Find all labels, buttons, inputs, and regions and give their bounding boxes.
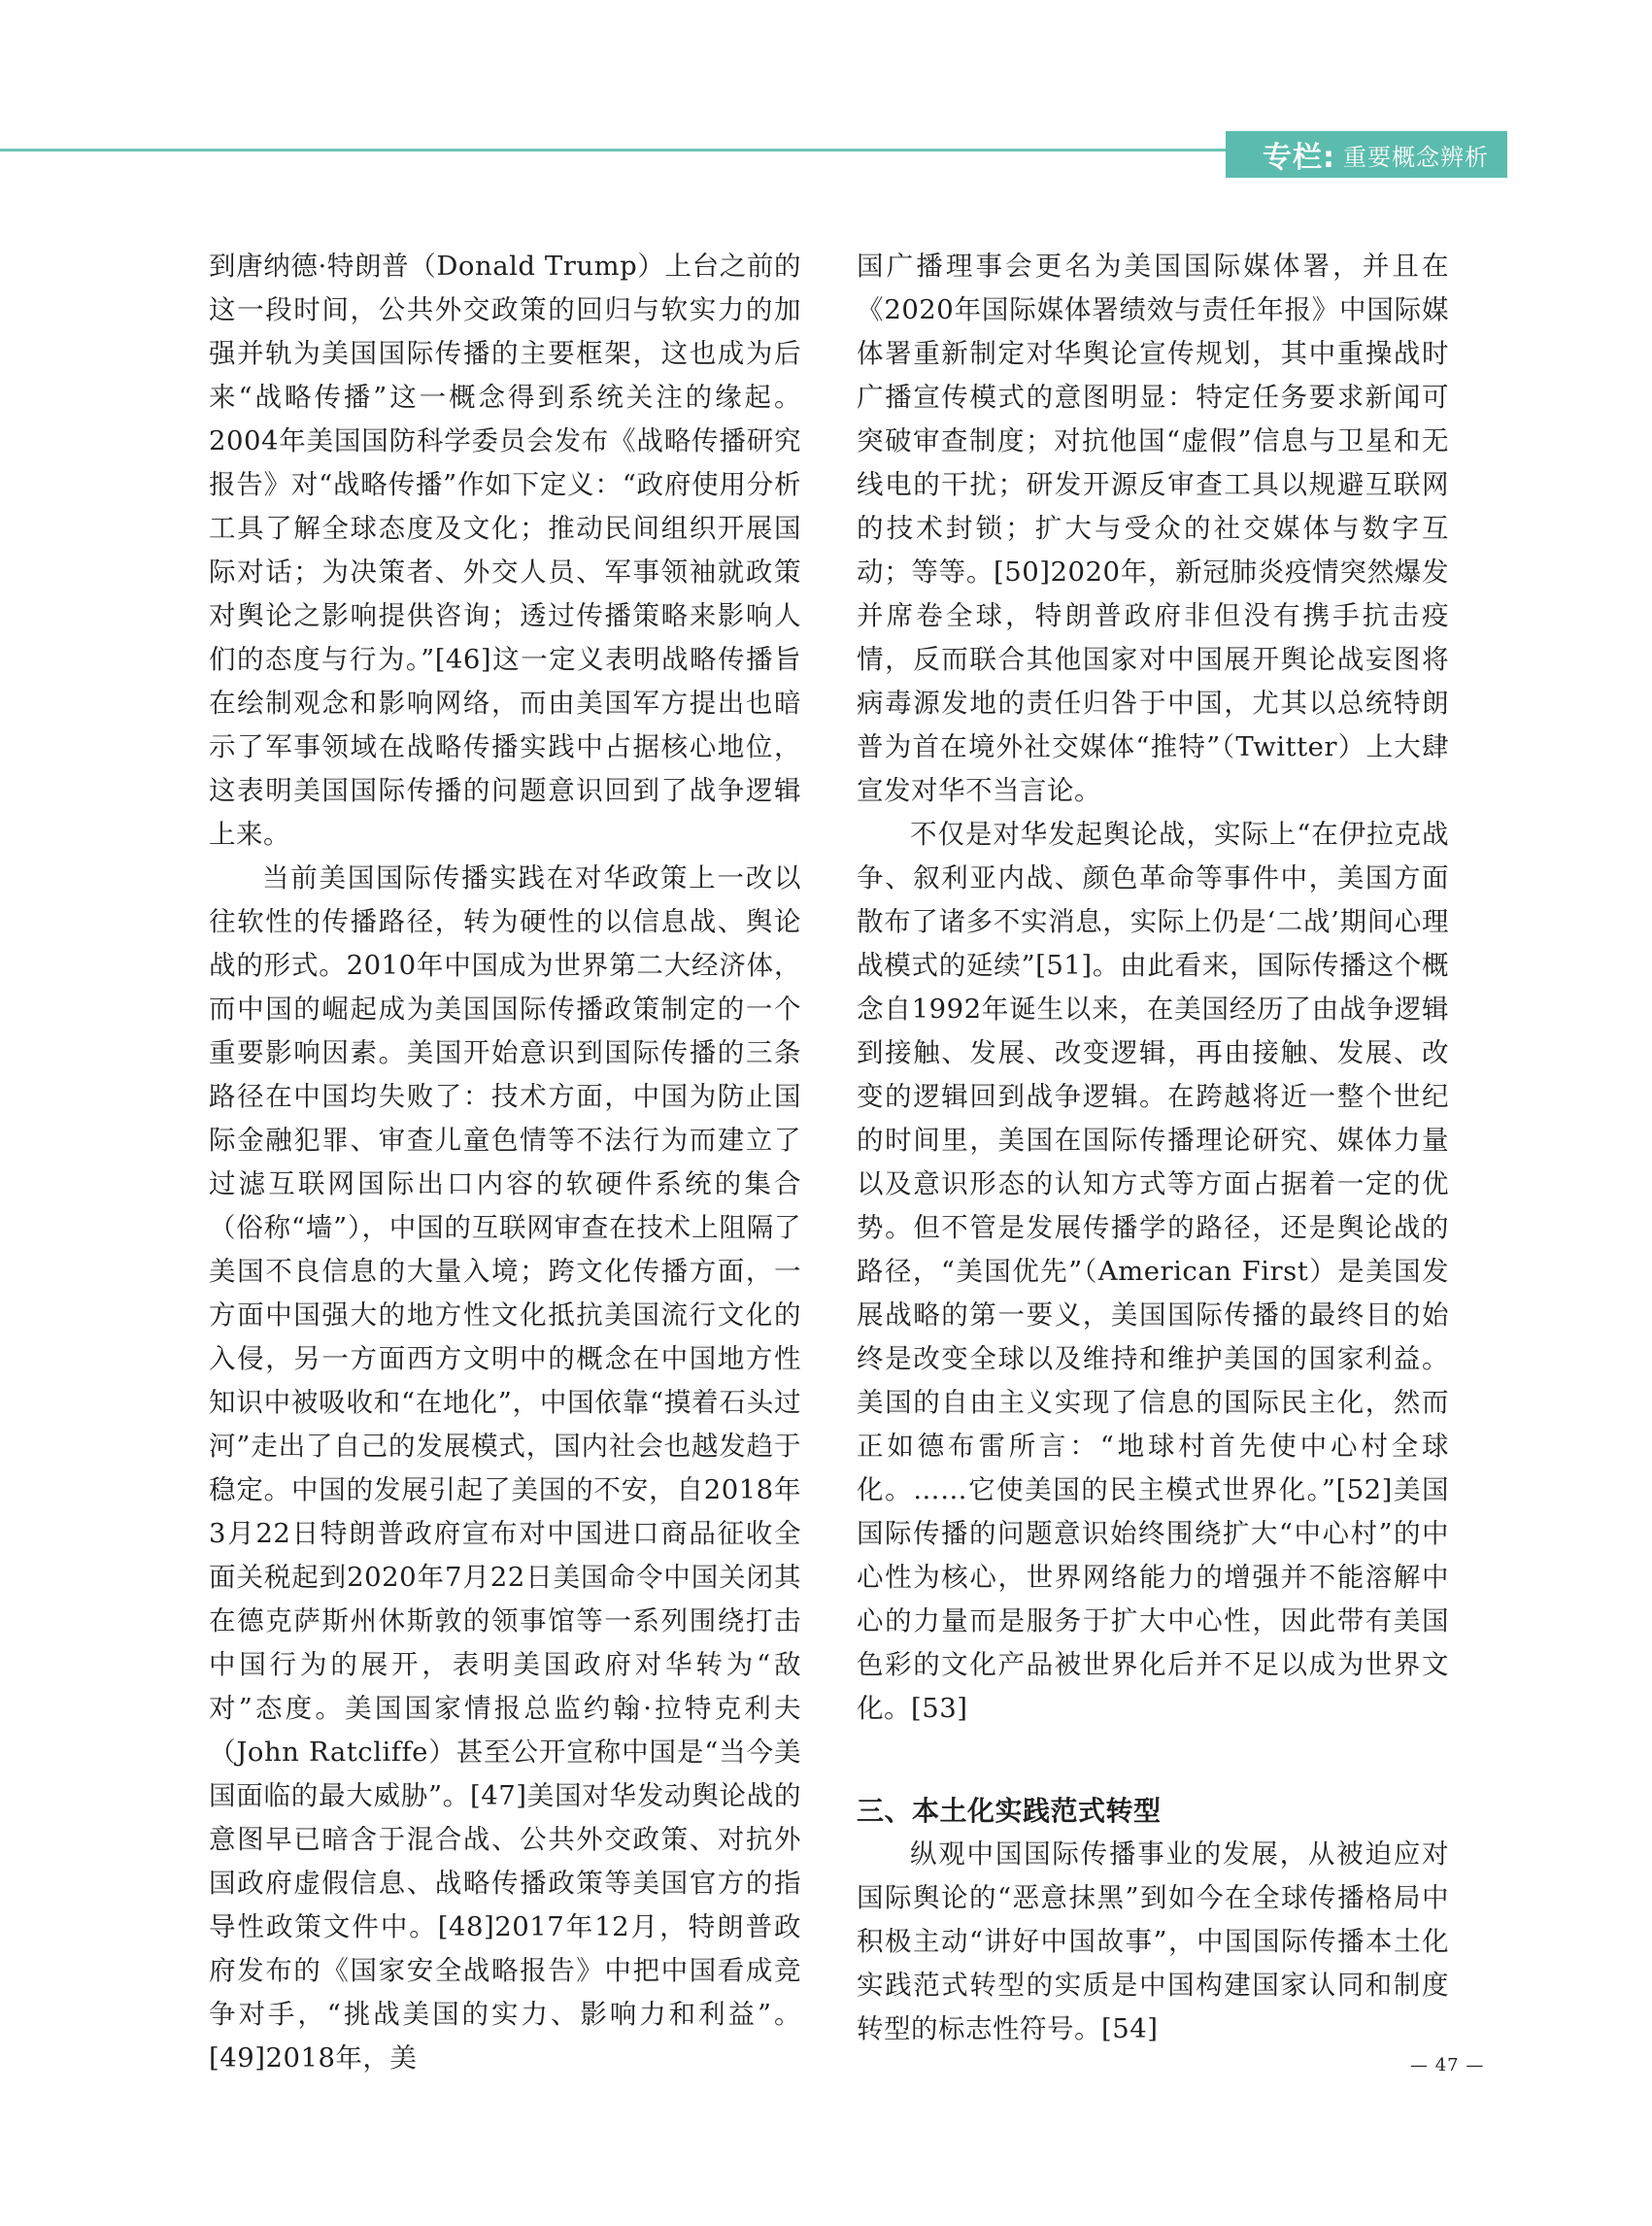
- body-paragraph: 纵观中国国际传播事业的发展，从被迫应对国际舆论的“恶意抹黑”到如今在全球传播格局中积极主动“讲好中国故事”，中国国际传播本土化实践范式转型的实质是中国构建国家认同和制度转型的标志性符号。[54]: [857, 1838, 1449, 2044]
- body-paragraph: 国广播理事会更名为美国国际媒体署，并且在《2020年国际媒体署绩效与责任年报》中国际媒体署重新制定对华舆论宣传规划，其中重操战时广播宣传模式的意图明显：特定任务要求新闻可突破审查制度；对抗他国“虚假”信息与卫星和无线电的干扰；研发开源反审查工具以规避互联网的技术封锁；扩大与受众的社交媒体与数字互动；等等。[50]2020年，新冠肺炎疫情突然爆发并席卷全球，特朗普政府非但没有携手抗击疫情，反而联合其他国家对中国展开舆论战妄图将病毒源发地的责任归咎于中国，尤其以总统特朗普为首在境外社交媒体“推特”（Twitter）上大肆宣发对华不当言论。: [857, 251, 1449, 806]
- body-paragraph: 当前美国国际传播实践在对华政策上一改以往软性的传播路径，转为硬性的以信息战、舆论战的形式。2010年中国成为世界第二大经济体，而中国的崛起成为美国国际传播政策制定的一个重要影响因素。美国开始意识到国际传播的三条路径在中国均失败了：技术方面，中国为防止国际金融犯罪、审查儿童色情等不法行为而建立了过滤互联网国际出口内容的软硬件系统的集合（俗称“墙”），中国的互联网审查在技术上阻隔了美国不良信息的大量入境；跨文化传播方面，一方面中国强大的地方性文化抵抗美国流行文化的入侵，另一方面西方文明中的概念在中国地方性知识中被吸收和“在地化”，中国依靠“摸着石头过河”走出了自己的发展模式，国内社会也越发趋于稳定。中国的发展引起了美国的不安，自2018年3月22日特朗普政府宣布对中国进口商品征收全面关税起到2020年7月22日美国命令中国关闭其在德克萨斯州休斯敦的领事馆等一系列围绕打击中国行为的展开，表明美国政府对华转为“敌对”态度。美国国家情报总监约翰·拉特克利夫（John Ratcliffe）甚至公开宣称中国是“当今美国面临的最大威胁”。[47]美国对华发动舆论战的意图早已暗含于混合战、公共外交政策、对抗外国政府虚假信息、战略传播政策等美国官方的指导性政策文件中。[48]2017年12月，特朗普政府发布的《国家安全战略报告》中把中国看成竞争对手，“挑战美国的实力、影响力和利益”。[49]2018年，美: [209, 862, 801, 2074]
- header-rule: [0, 149, 1233, 152]
- column-header-tab: [1226, 131, 1507, 178]
- page-number: — 47 —: [1410, 2055, 1485, 2075]
- body-paragraph: 到唐纳德·特朗普（Donald Trump）上台之前的这一段时间，公共外交政策的回归与软实力的加强并轨为美国国际传播的主要框架，这也成为后来“战略传播”这一概念得到系统关注的缘起。2004年美国国防科学委员会发布《战略传播研究报告》对“战略传播”作如下定义：“政府使用分析工具了解全球态度及文化；推动民间组织开展国际对话；为决策者、外交人员、军事领袖就政策对舆论之影响提供咨询；透过传播策略来影响人们的态度与行为。”[46]这一定义表明战略传播旨在绘制观念和影响网络，而由美国军方提出也暗示了军事领域在战略传播实践中占据核心地位，这表明美国国际传播的问题意识回到了战争逻辑上来。: [209, 251, 801, 850]
- right-column: [857, 245, 1449, 2051]
- column-subtitle: 重要概念辨析: [1343, 143, 1489, 171]
- left-column: [209, 245, 801, 2080]
- body-paragraph: 不仅是对华发起舆论战，实际上“在伊拉克战争、叙利亚内战、颜色革命等事件中，美国方面散布了诸多不实消息，实际上仍是‘二战’期间心理战模式的延续”[51]。由此看来，国际传播这个概念自1992年诞生以来，在美国经历了由战争逻辑到接触、发展、改变逻辑，再由接触、发展、改变的逻辑回到战争逻辑。在跨越将近一整个世纪的时间里，美国在国际传播理论研究、媒体力量以及意识形态的认知方式等方面占据着一定的优势。但不管是发展传播学的路径，还是舆论战的路径，“美国优先”（American First）是美国发展战略的第一要义，美国国际传播的最终目的始终是改变全球以及维持和维护美国的国家利益。美国的自由主义实现了信息的国际民主化，然而正如德布雷所言：“地球村首先使中心村全球化。……它使美国的民主模式世界化。”[52]美国国际传播的问题意识始终围绕扩大“中心村”的中心性为核心，世界网络能力的增强并不能溶解中心的力量而是服务于扩大中心性，因此带有美国色彩的文化产品被世界化后并不足以成为世界文化。[53]: [857, 819, 1449, 1724]
- column-name: 专栏:: [1263, 141, 1335, 175]
- section-heading: 三、本土化实践范式转型: [857, 1795, 1162, 1827]
